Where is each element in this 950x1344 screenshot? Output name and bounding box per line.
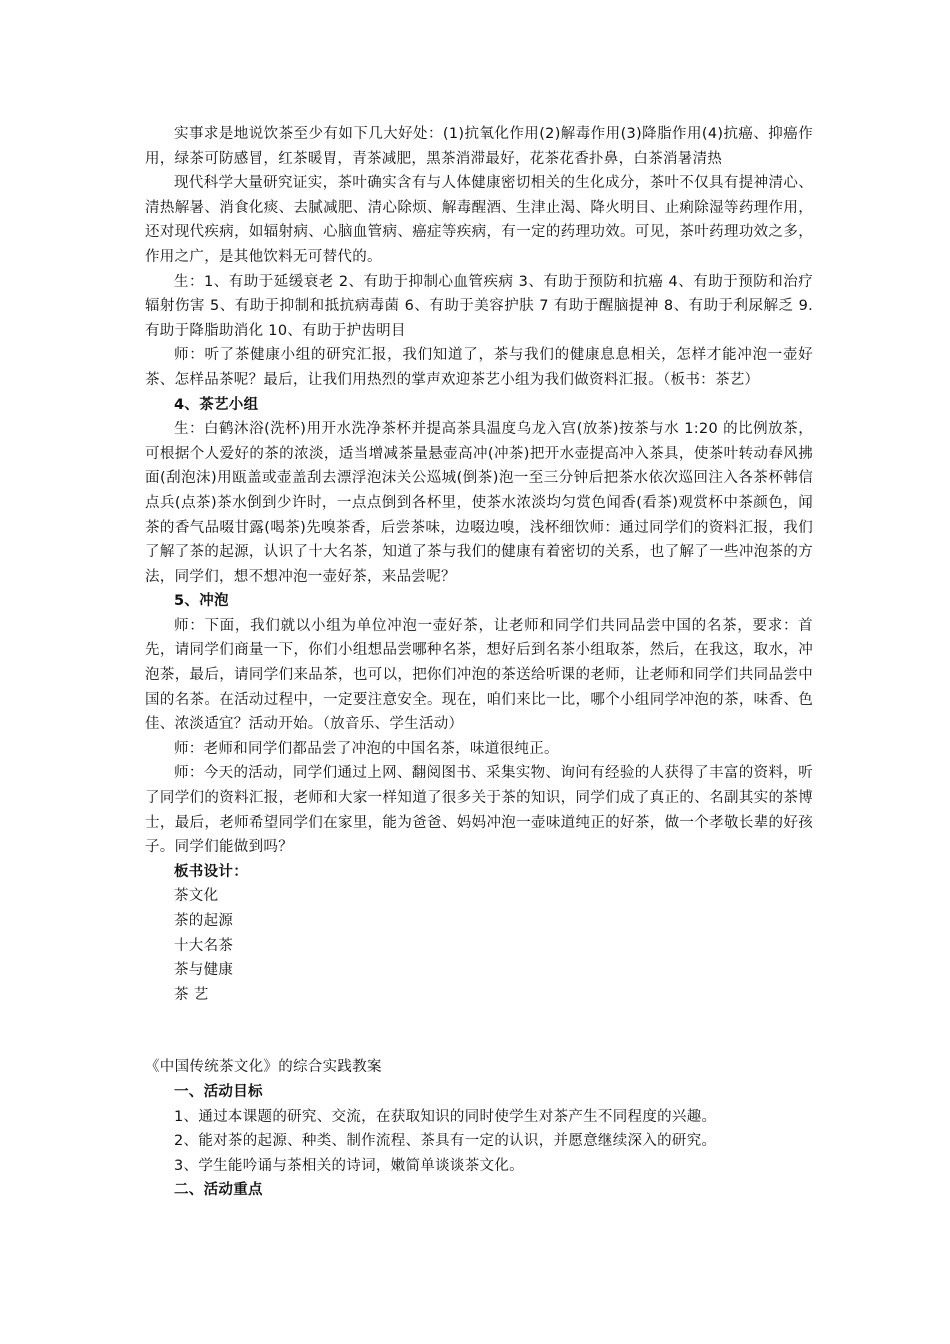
heading-board-design: 板书设计： bbox=[174, 863, 248, 880]
goal-item: 2、能对茶的起源、种类、制作流程、茶具有一定的认识，并愿意继续深入的研究。 bbox=[174, 1133, 717, 1150]
paragraph-conclusion: 师：今天的活动，同学们通过上网、翻阅图书、采集实物、询问有经验的人获得了丰富的资料，听了同学们的资料汇报，老师和大家一样知道了很多关于茶的知识，同学们成了真正的、名副其实的茶博士，最后，老师希望同学们在家里，能为爸爸、妈妈冲泡一壶味道纯正的好茶，做一个孝敬长辈的好孩子。同学们能做到吗？ bbox=[145, 765, 813, 856]
heading-brewing: 5、冲泡 bbox=[174, 593, 229, 610]
heading-tea-art-group: 4、茶艺小组 bbox=[174, 396, 259, 413]
board-item: 茶 艺 bbox=[174, 986, 209, 1003]
board-item: 茶文化 bbox=[174, 888, 219, 905]
paragraph-scientific-research: 现代科学大量研究证实，茶叶确实含有与人体健康密切相关的生化成分，茶叶不仅具有提神清心、清热解暑、消食化痰、去腻减肥、清心除烦、解毒醒酒、生津止渴、降火明目、止痢除湿等药理作用，还对现代疾病，如辐射病、心脑血管病、癌症等疾病，有一定的药理功效。可见，茶叶药理功效之多，作用之广，是其他饮料无可替代的。 bbox=[145, 175, 813, 265]
document-title: 《中国传统茶文化》的综合实践教案 bbox=[145, 1059, 382, 1076]
board-item: 茶与健康 bbox=[174, 962, 234, 979]
goal-item: 1、通过本课题的研究、交流，在获取知识的同时使学生对茶产生不同程度的兴趣。 bbox=[174, 1108, 717, 1125]
heading-activity-goals: 一、活动目标 bbox=[174, 1083, 263, 1100]
paragraph-tasting: 师：老师和同学们都品尝了冲泡的中国名茶，味道很纯正。 bbox=[174, 740, 559, 757]
heading-activity-focus: 二、活动重点 bbox=[174, 1182, 263, 1199]
paragraph-tea-benefits: 实事求是地说饮茶至少有如下几大好处：(1)抗氧化作用(2)解毒作用(3)降脂作用(4)抗癌、抑癌作用，绿茶可防感冒，红茶暖胃，青茶减肥，黑茶消滞最好，花茶花香扑鼻，白茶消暑清热 bbox=[145, 126, 813, 167]
board-item: 茶的起源 bbox=[174, 913, 234, 929]
paragraph-teacher-transition: 师：听了茶健康小组的研究汇报，我们知道了，茶与我们的健康息息相关，怎样才能冲泡一壶好茶、怎样品茶呢？最后，让我们用热烈的掌声欢迎茶艺小组为我们做资料汇报。（板书：茶艺） bbox=[145, 347, 813, 388]
document-body bbox=[145, 122, 813, 1203]
goal-item: 3、学生能吟诵与茶相关的诗词，嫩简单谈谈茶文化。 bbox=[174, 1157, 524, 1174]
paragraph-brewing-instructions: 师：下面，我们就以小组为单位冲泡一壶好茶，让老师和同学们共同品尝中国的名茶，要求：首先，请同学们商量一下，你们小组想品尝哪种名茶，想好后到名茶小组取茶，然后，在我这，取水，冲泡茶，最后，请同学们来品茶，也可以，把你们冲泡的茶送给听课的老师，让老师和同学们共同品尝中国的名茶。在活动过程中，一定要注意安全。现在，咱们来比一比，哪个小组同学冲泡的茶，味香、色佳、浓淡适宜？活动开始。（放音乐、学生活动） bbox=[145, 617, 813, 733]
paragraph-tea-art-steps: 生：白鹤沐浴(洗杯)用开水洗净茶杯并提高茶具温度乌龙入宫(放茶)按茶与水 1:20 的比例放茶，可根据个人爱好的茶的浓淡，适当增减茶量悬壶高冲(冲茶)把开水壶提高冲入茶具，使茶叶转动春风拂面(刮泡沫)用瓯盖或壶盖刮去漂浮泡沫关公巡城(倒茶)泡一至三分钟后把茶水依次巡回注入各茶杯韩信点兵(点茶)茶水倒到少许时，一点点倒到各杯里，使茶水浓淡均匀赏色闻香(看茶)观赏杯中茶颜色，闻茶的香气品啜甘露(喝茶)先嗅茶香，后尝茶味，边啜边嗅，浅杯细饮师：通过同学们的资料汇报，我们了解了茶的起源，认识了十大名茶，知道了茶与我们的健康有着密切的关系，也了解了一些冲泡茶的方法，同学们，想不想冲泡一壶好茶，来品尝呢？ bbox=[145, 421, 813, 585]
paragraph-student-health-list: 生：1、有助于延缓衰老 2、有助于抑制心血管疾病 3、有助于预防和抗癌 4、有助于预防和治疗辐射伤害 5、有助于抑制和抵抗病毒菌 6、有助于美容护肤 7 有助于醒脑提神 8、有助于利尿解乏 9.有助于降脂助消化 10、有助于护齿明目 bbox=[145, 273, 813, 339]
board-item: 十大名茶 bbox=[174, 937, 234, 954]
